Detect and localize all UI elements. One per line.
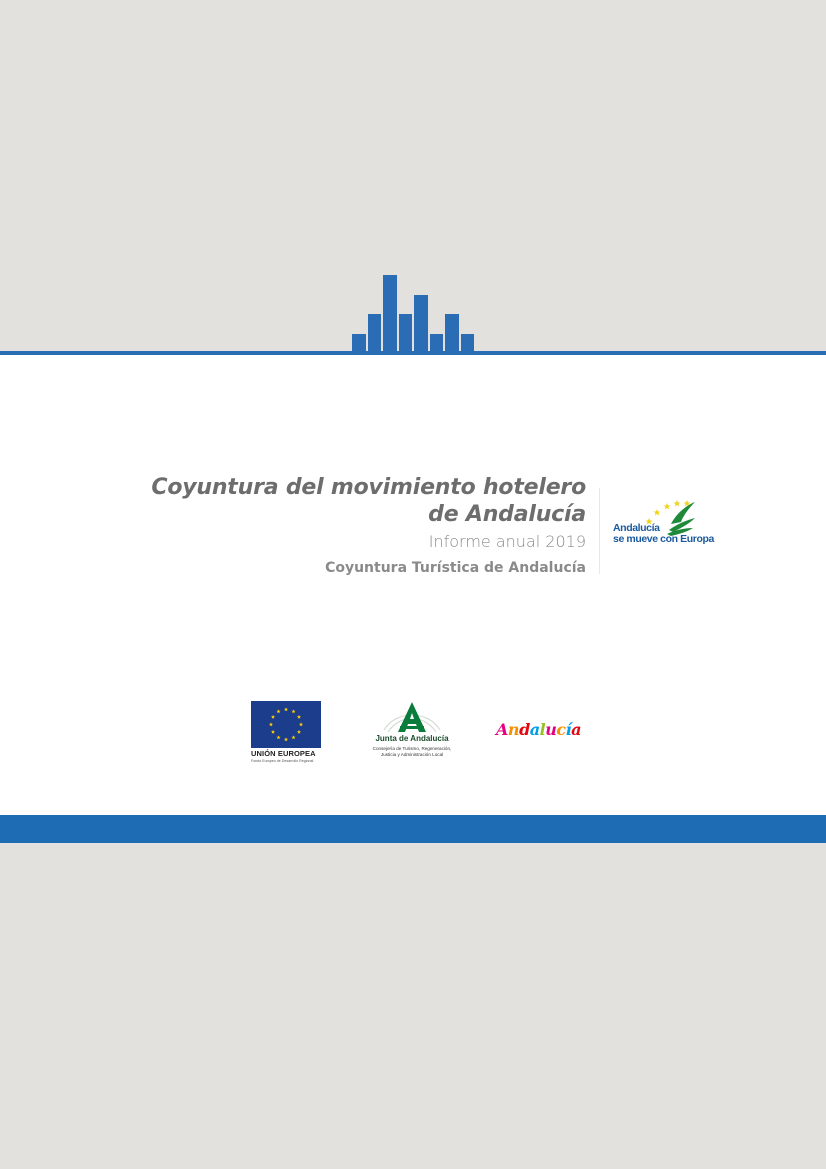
brand-letter: A bbox=[496, 720, 508, 739]
decorative-bar bbox=[399, 314, 413, 353]
title-separator bbox=[599, 488, 600, 574]
document-title-line2: de Andalucía bbox=[428, 502, 586, 527]
decorative-bar-chart bbox=[0, 0, 826, 353]
andalucia-europa-text bbox=[613, 523, 714, 545]
junta-name: Junta de Andalucía bbox=[375, 734, 449, 743]
brand-letter: d bbox=[519, 720, 530, 739]
brand-letter: u bbox=[545, 720, 557, 739]
andalucia-europa-line2: se mueve con Europa bbox=[613, 533, 714, 545]
junta-subtitle-line2: Justicia y Administración Local bbox=[380, 752, 444, 757]
title-block bbox=[66, 474, 586, 578]
junta-andalucia-emblem-icon bbox=[376, 700, 448, 736]
document-series: Coyuntura Turística de Andalucía bbox=[325, 560, 586, 576]
junta-subtitle-line1: Consejería de Turismo, Regeneración, bbox=[372, 746, 452, 751]
decorative-bar bbox=[445, 314, 459, 353]
decorative-bar bbox=[383, 275, 397, 353]
andalucia-europa-line1: Andalucía bbox=[613, 522, 660, 534]
eu-subtitle: Fondo Europeo de Desarrollo Regional bbox=[251, 759, 314, 763]
bottom-gray-band bbox=[0, 843, 826, 1169]
junta-subtitle bbox=[366, 746, 458, 758]
document-subtitle: Informe anual 2019 bbox=[428, 532, 586, 551]
eu-flag-icon bbox=[251, 701, 321, 748]
brand-letter: l bbox=[539, 720, 546, 739]
brand-letter: a bbox=[529, 720, 540, 739]
brand-letter: í bbox=[565, 720, 572, 739]
document-title-line1: Coyuntura del movimiento hotelero bbox=[151, 475, 586, 500]
bottom-blue-band bbox=[0, 815, 826, 843]
andalucia-brand-logo bbox=[496, 720, 581, 739]
brand-letter: n bbox=[507, 720, 520, 739]
eu-label: UNIÓN EUROPEA bbox=[251, 749, 316, 758]
decorative-bar bbox=[414, 295, 428, 354]
decorative-bar bbox=[368, 314, 382, 353]
top-blue-rule bbox=[0, 351, 826, 355]
brand-letter: a bbox=[571, 720, 582, 739]
brand-letter: c bbox=[556, 720, 566, 739]
